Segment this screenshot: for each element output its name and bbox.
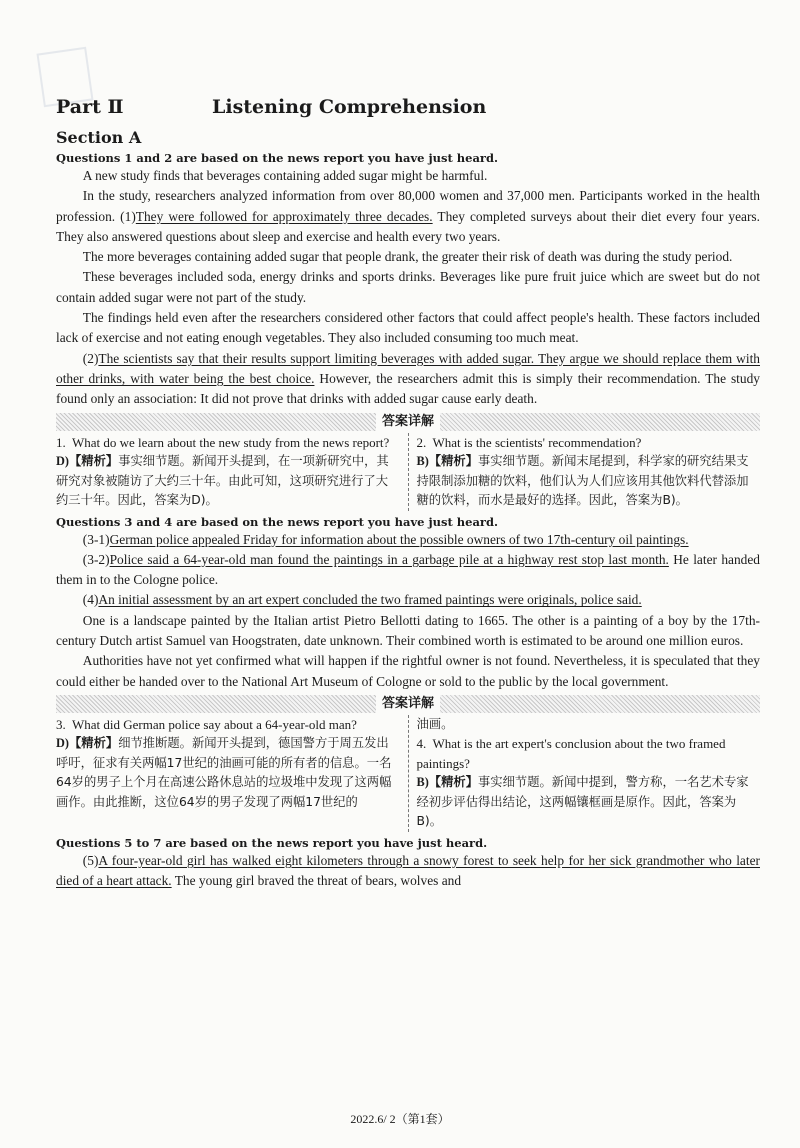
part-heading: Listening Comprehension [212, 96, 487, 118]
answer-divider [56, 695, 760, 713]
paragraph: These beverages included soda, energy drinks and sports drinks. Beverages like pure fruit juice which are sweet but do not contain added sugar were not part of the study. [56, 269, 760, 305]
paragraph: Authorities have not yet confirmed what will happen if the rightful owner is not found. Nevertheless, it is speculated that they could either be handed over to the National Art Museum of Cologne or sold to the public by the local government. [56, 653, 760, 689]
key-sentence-2: The scientists say that their results support limiting beverages with added sugar. They argue we should replace them with other drinks, with water being the best choice. [56, 350, 760, 386]
key-sentence-4: An initial assessment by an art expert concluded the two framed paintings were originals, police said. [98, 592, 642, 608]
paragraph: (2)The scientists say that their results support limiting beverages with added sugar. They argue we should replace them with other drinks, with water being the best choice. However, the researchers admit this is simply their recommendation. The study found only an association: It did not prove that drinks with added sugar cause early death. [56, 350, 760, 407]
paragraph: In the study, researchers analyzed information from over 80,000 women and 37,000 men. Participants worked in the health profession. (1)They were followed for approximately three decades. They completed surveys about their diet every four years. They also answered questions about sleep and exercise and health every two years. [56, 188, 760, 244]
answer-q4: 油画。 4. What is the art expert's conclusion about the two framed paintings? B)【精析】事实细节题。新闻中提到，警方称，一名艺术专家经初步评估得出结论，这两幅镶框画是原作。因此，答案为B)。 [408, 715, 761, 832]
answers-3-4 [56, 715, 760, 832]
paragraph: The findings held even after the researchers considered other factors that could affect people's health. These factors included lack of exercise and not eating enough vegetables. They also included consuming too much meat. [56, 310, 760, 346]
part-title [56, 96, 760, 126]
key-sentence-3-1: German police appealed Friday for information about the possible owners of two 17th-century oil paintings. [109, 531, 689, 547]
answer-q1: 1. What do we learn about the new study from the news report? D)【精析】事实细节题。新闻开头提到，在一项新研究中，其研究对象被随访了大约三十年。由此可知，这项研究进行了大约三十年。因此，答案为D)。 [56, 434, 390, 508]
section-title: Section A [56, 128, 142, 147]
answers-1-2 [56, 433, 760, 511]
paragraph: (3-2)Police said a 64-year-old man found the paintings in a garbage pile at a highway rest stop last month. He later handed them in to the Cologne police. [56, 551, 760, 588]
answer-q3: 3. What did German police say about a 64-year-old man? D)【精析】细节推断题。新闻开头提到，德国警方于周五发出呼吁，征求有关两幅17世纪的油画可能的所有者的信息。一名64岁的男子上个月在高速公路休息站的垃圾堆中发现了这两幅画作。由此推断，这位64岁的男子发现了两幅17世纪的 [56, 716, 392, 809]
questions-3-4-intro: Questions 3 and 4 are based on the news report you have just heard. [56, 514, 499, 529]
exam-page [56, 96, 760, 892]
paragraph: A new study finds that beverages containing added sugar might be harmful. [82, 168, 488, 183]
answer-divider-label: 答案详解 [376, 695, 440, 713]
key-sentence-5: A four-year-old girl has walked eight kilometers through a snowy forest to seek help for her sick grandmother who later died of a heart attack. [56, 852, 760, 889]
paragraph: (5)A four-year-old girl has walked eight kilometers through a snowy forest to seek help for her sick grandmother who later died of a heart attack. The young girl braved the threat of bears, wolves and [56, 852, 760, 889]
questions-5-7-intro: Questions 5 to 7 are based on the news report you have just heard. [56, 835, 488, 850]
paragraph: One is a landscape painted by the Italian artist Pietro Bellotti dating to 1665. The other is a painting of a boy by the 17th-century Dutch artist Samuel van Hoogstraten, date unknown. Their combined worth is estimated to be around one million euros. [56, 612, 760, 649]
paragraph: The more beverages containing added sugar that people drank, the greater their risk of death was during the study period. [82, 249, 733, 265]
paragraph: (4)An initial assessment by an art expert concluded the two framed paintings were originals, police said. [82, 592, 642, 608]
answer-q2: 2. What is the scientists' recommendation? B)【精析】事实细节题。新闻末尾提到，科学家的研究结果支持限制添加糖的饮料，他们认为人们应该用其他饮料代替添加糖的饮料，而水是最好的选择。因此，答案为B)。 [408, 433, 761, 511]
key-sentence-3-2: Police said a 64-year-old man found the paintings in a garbage pile at a highway rest stop last month. [109, 551, 669, 567]
paragraph: (3-1)German police appealed Friday for information about the possible owners of two 17th-century oil paintings. [82, 531, 689, 547]
part-label: Part Ⅱ [56, 96, 124, 118]
answer-divider [56, 413, 760, 431]
answer-divider-label: 答案详解 [376, 413, 440, 431]
questions-1-2-intro: Questions 1 and 2 are based on the news report you have just heard. [56, 151, 499, 165]
key-sentence-1: They were followed for approximately three decades. [135, 208, 433, 224]
page-footer: 2022.6/ 2（第1套） [350, 1112, 450, 1126]
